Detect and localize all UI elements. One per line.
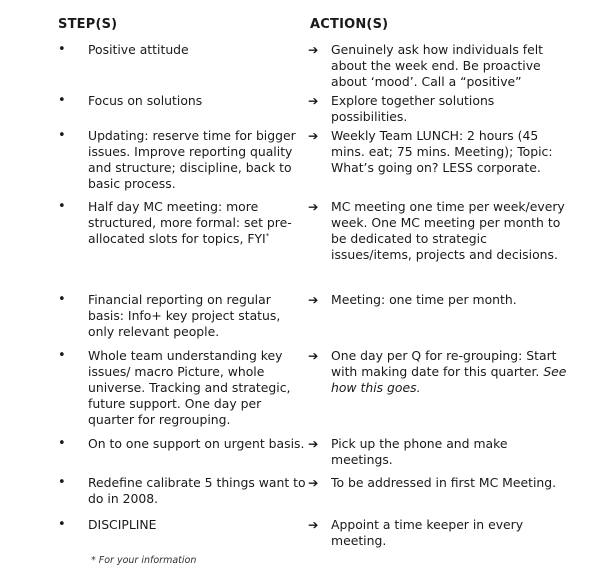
step-text: Redefine calibrate 5 things want to do in 2008. <box>88 475 306 506</box>
step-text: Updating: reserve time for bigger issues. Improve reporting quality and structure; discipline, back to basic process. <box>88 128 296 191</box>
action-text: Meeting: one time per month. <box>331 292 517 307</box>
arrow-right-icon: ➔ <box>308 517 319 532</box>
action-text-body: One day per Q for re-grouping: Start with making date for this quarter. <box>331 348 557 379</box>
bullet-icon: • <box>58 517 66 532</box>
action-text: MC meeting one time per week/every week. One MC meeting per month to be dedicated to strategic issues/items, projects and decisions. <box>331 199 565 262</box>
action-text: Pick up the phone and make meetings. <box>331 436 508 467</box>
step-text: Focus on solutions <box>88 93 203 108</box>
arrow-right-icon: ➔ <box>308 475 319 490</box>
action-text <box>331 348 571 396</box>
bullet-icon: • <box>58 348 66 363</box>
footnote: * For your information <box>91 555 197 566</box>
step-text: Whole team understanding key issues/ macro Picture, whole universe. Tracking and strategic, future support. One day per quarter for regrouping. <box>88 348 291 427</box>
step-text: Positive attitude <box>88 42 189 57</box>
step-text-body: Half day MC meeting: more structured, more formal: set pre-allocated slots for topics, FYI <box>88 199 292 246</box>
arrow-right-icon: ➔ <box>308 199 319 214</box>
step-text <box>88 199 306 247</box>
bullet-icon: • <box>58 128 66 143</box>
steps-header: STEP(S) <box>58 17 118 32</box>
step-text: On to one support on urgent basis. <box>88 436 305 451</box>
actions-header: ACTION(S) <box>310 17 389 32</box>
bullet-icon: • <box>58 436 66 451</box>
arrow-right-icon: ➔ <box>308 128 319 143</box>
action-text: Genuinely ask how individuals felt about the week end. Be proactive about ‘mood’. Call a “positive” <box>331 42 544 89</box>
bullet-icon: • <box>58 42 66 57</box>
action-text: To be addressed in first MC Meeting. <box>331 475 557 490</box>
arrow-right-icon: ➔ <box>308 348 319 363</box>
bullet-icon: • <box>58 292 66 307</box>
bullet-icon: • <box>58 93 66 108</box>
arrow-right-icon: ➔ <box>308 93 319 108</box>
arrow-right-icon: ➔ <box>308 292 319 307</box>
action-text: Weekly Team LUNCH: 2 hours (45 mins. eat; 75 mins. Meeting); Topic: What’s going on? LESS corporate. <box>331 128 553 175</box>
bullet-icon: • <box>58 199 66 214</box>
arrow-right-icon: ➔ <box>308 42 319 57</box>
action-text: Appoint a time keeper in every meeting. <box>331 517 524 548</box>
footnote-marker: * <box>265 231 270 240</box>
step-text: DISCIPLINE <box>88 517 157 532</box>
bullet-icon: • <box>58 475 66 490</box>
action-text: Explore together solutions possibilities. <box>331 93 495 124</box>
action-text-italic: See how this goes. <box>331 364 567 395</box>
step-text: Financial reporting on regular basis: Info+ key project status, only relevant people. <box>88 292 281 339</box>
arrow-right-icon: ➔ <box>308 436 319 451</box>
